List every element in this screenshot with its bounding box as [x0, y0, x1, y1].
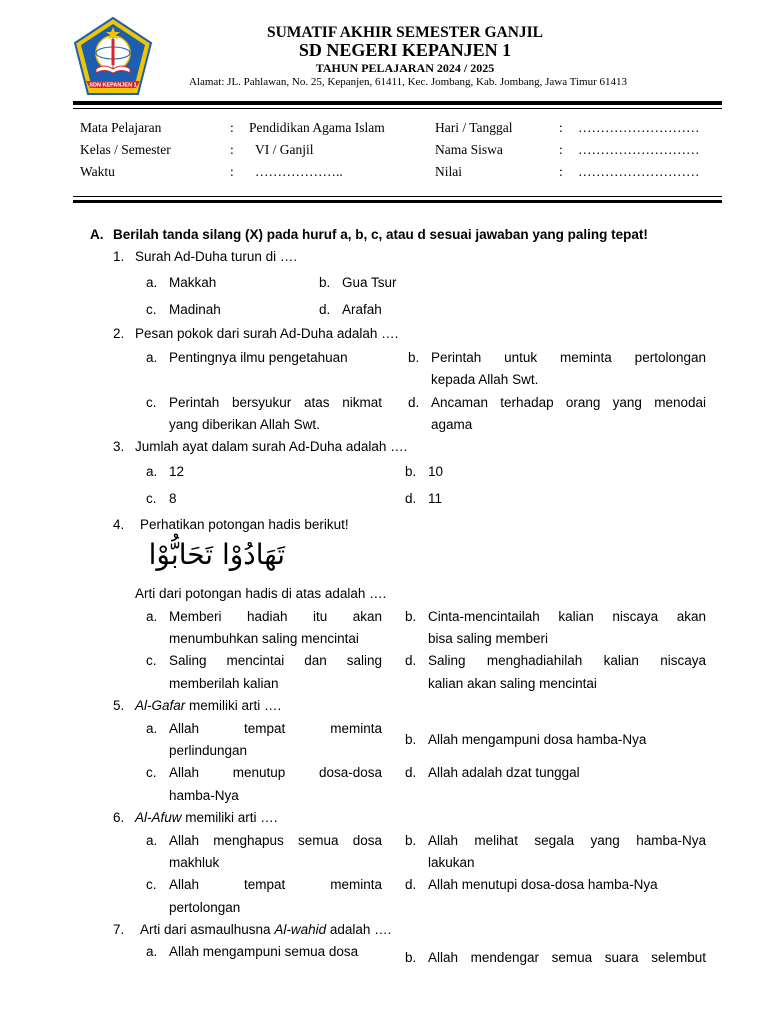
option-d-cont: kalian akan saling mencintai [428, 676, 597, 691]
option-letter: b. [408, 350, 420, 365]
info-divider-thick [73, 200, 722, 203]
option-letter: a. [146, 721, 158, 736]
option-letter: a. [146, 944, 158, 959]
hadith-arabic-text: تَهَادُوْا تَحَابُّوْا [148, 538, 285, 571]
option-d: Allah menutupi dosa-dosa hamba-Nya [428, 877, 658, 892]
option-letter: b. [405, 732, 417, 747]
question-number: 5. [113, 698, 125, 713]
option-letter: d. [405, 765, 417, 780]
option-letter: c. [146, 765, 157, 780]
option-b: Perintah untuk meminta pertolongan [431, 350, 706, 365]
option-letter: d. [405, 491, 417, 506]
question-number: 1. [113, 249, 125, 264]
info-divider [73, 196, 722, 197]
option-letter: a. [146, 350, 158, 365]
section-instruction: Berilah tanda silang (X) pada huruf a, b, c, atau d sesuai jawaban yang paling tepat! [113, 227, 648, 242]
nilai-value: ……………………… [578, 164, 700, 179]
asmaul-term: Al-wahid [274, 922, 327, 937]
option-c: 8 [169, 491, 177, 506]
hari-label: Hari / Tanggal [435, 120, 513, 135]
question-number: 2. [113, 326, 125, 341]
question-number: 3. [113, 439, 125, 454]
option-a-cont: makhluk [169, 855, 220, 870]
colon: : [559, 142, 563, 157]
option-letter: c. [146, 653, 157, 668]
header-divider-thin [73, 108, 722, 109]
option-a: Memberi hadiah itu akan [169, 609, 382, 624]
hari-value: ……………………… [578, 120, 700, 135]
option-a-cont: perlindungan [169, 743, 248, 758]
option-d: Arafah [342, 302, 382, 317]
school-address: Alamat: JL. Pahlawan, No. 25, Kepanjen, 61411, Kec. Jombang, Kab. Jombang, Jawa Timur 61413 [188, 76, 627, 88]
question-number: 7. [113, 922, 125, 937]
option-c: Saling mencintai dan saling [169, 653, 382, 668]
question-number: 6. [113, 810, 125, 825]
option-a-cont: menumbuhkan saling mencintai [169, 631, 359, 646]
colon: : [559, 120, 563, 135]
question-text: Jumlah ayat dalam surah Ad-Duha adalah …. [135, 439, 408, 454]
nama-label: Nama Siswa [435, 142, 503, 157]
colon: : [230, 120, 234, 135]
kelas-label: Kelas / Semester [80, 142, 171, 157]
option-letter: b. [405, 950, 417, 965]
option-b: Cinta-mencintailah kalian niscaya akan [428, 609, 706, 624]
question-text: Perhatikan potongan hadis berikut! [140, 517, 349, 532]
option-c-cont: hamba-Nya [169, 788, 239, 803]
asmaul-term: Al-Afuw [135, 810, 182, 825]
option-d-cont: agama [431, 417, 473, 432]
kelas-value: VI / Ganjil [255, 142, 314, 157]
option-c-cont: yang diberikan Allah Swt. [169, 417, 320, 432]
question-text [135, 695, 281, 717]
question-number: 4. [113, 517, 125, 532]
option-letter: d. [319, 302, 331, 317]
option-a: Allah menghapus semua dosa [169, 833, 382, 848]
option-b: Gua Tsur [342, 275, 397, 290]
option-letter: a. [146, 464, 158, 479]
header-divider [73, 101, 722, 105]
option-letter: a. [146, 833, 158, 848]
academic-year: TAHUN PELAJARAN 2024 / 2025 [315, 61, 495, 75]
question-text-rest: memiliki arti …. [185, 698, 282, 713]
option-letter: c. [146, 491, 157, 506]
question-text: Pesan pokok dari surah Ad-Duha adalah …. [135, 326, 399, 341]
question-text-rest: adalah …. [326, 922, 392, 937]
option-b: Allah melihat segala yang hamba-Nya [428, 833, 706, 848]
option-a: 12 [169, 464, 185, 479]
mapel-value: Pendidikan Agama Islam [249, 120, 385, 135]
nama-value: ……………………… [578, 142, 700, 157]
option-letter: c. [146, 302, 157, 317]
option-c: Perintah bersyukur atas nikmat [169, 395, 382, 410]
option-letter: b. [405, 609, 417, 624]
question-text-pre: Arti dari asmaulhusna [140, 922, 275, 937]
option-letter: d. [408, 395, 420, 410]
option-b: 10 [428, 464, 444, 479]
option-c: Allah menutup dosa-dosa [169, 765, 382, 780]
option-d: Ancaman terhadap orang yang menodai [431, 395, 706, 410]
section-letter: A. [90, 227, 104, 242]
option-b-cont: bisa saling memberi [428, 631, 549, 646]
question-text [140, 919, 391, 941]
logo-text: SDN KEPANJEN 1 [89, 82, 137, 89]
option-a: Pentingnya ilmu pengetahuan [169, 350, 348, 365]
colon: : [230, 164, 234, 179]
waktu-value: ……………….. [255, 164, 343, 179]
waktu-label: Waktu [80, 164, 115, 179]
option-letter: c. [146, 877, 157, 892]
option-letter: a. [146, 275, 158, 290]
colon: : [230, 142, 234, 157]
option-d: Saling menghadiahilah kalian niscaya [428, 653, 706, 668]
colon: : [559, 164, 563, 179]
question-text [135, 807, 278, 829]
option-letter: b. [405, 833, 417, 848]
option-letter: d. [405, 877, 417, 892]
option-letter: c. [146, 395, 157, 410]
option-d: Allah adalah dzat tunggal [428, 765, 580, 780]
option-letter: b. [319, 275, 331, 290]
option-a: Allah tempat meminta [169, 721, 382, 736]
school-logo [72, 15, 154, 97]
option-a: Makkah [169, 275, 217, 290]
option-c-cont: pertolongan [169, 900, 241, 915]
option-b: Allah mendengar semua suara selembut [428, 950, 706, 965]
question-text-2: Arti dari potongan hadis di atas adalah …. [135, 586, 387, 601]
nilai-label: Nilai [435, 164, 462, 179]
option-a: Allah mengampuni semua dosa [169, 944, 359, 959]
option-letter: d. [405, 653, 417, 668]
option-b-cont: kepada Allah Swt. [431, 372, 539, 387]
option-c: Madinah [169, 302, 221, 317]
option-c: Allah tempat meminta [169, 877, 382, 892]
exam-title: SUMATIF AKHIR SEMESTER GANJIL [266, 24, 544, 41]
school-name: SD NEGERI KEPANJEN 1 [298, 40, 512, 60]
option-b-cont: lakukan [428, 855, 475, 870]
option-letter: b. [405, 464, 417, 479]
option-c-cont: memberilah kalian [169, 676, 279, 691]
question-text-rest: memiliki arti …. [181, 810, 278, 825]
option-d: 11 [428, 491, 443, 506]
mapel-label: Mata Pelajaran [80, 120, 162, 135]
asmaul-term: Al-Gafar [135, 698, 186, 713]
question-text: Surah Ad-Duha turun di …. [135, 249, 298, 264]
option-b: Allah mengampuni dosa hamba-Nya [428, 732, 647, 747]
option-letter: a. [146, 609, 158, 624]
